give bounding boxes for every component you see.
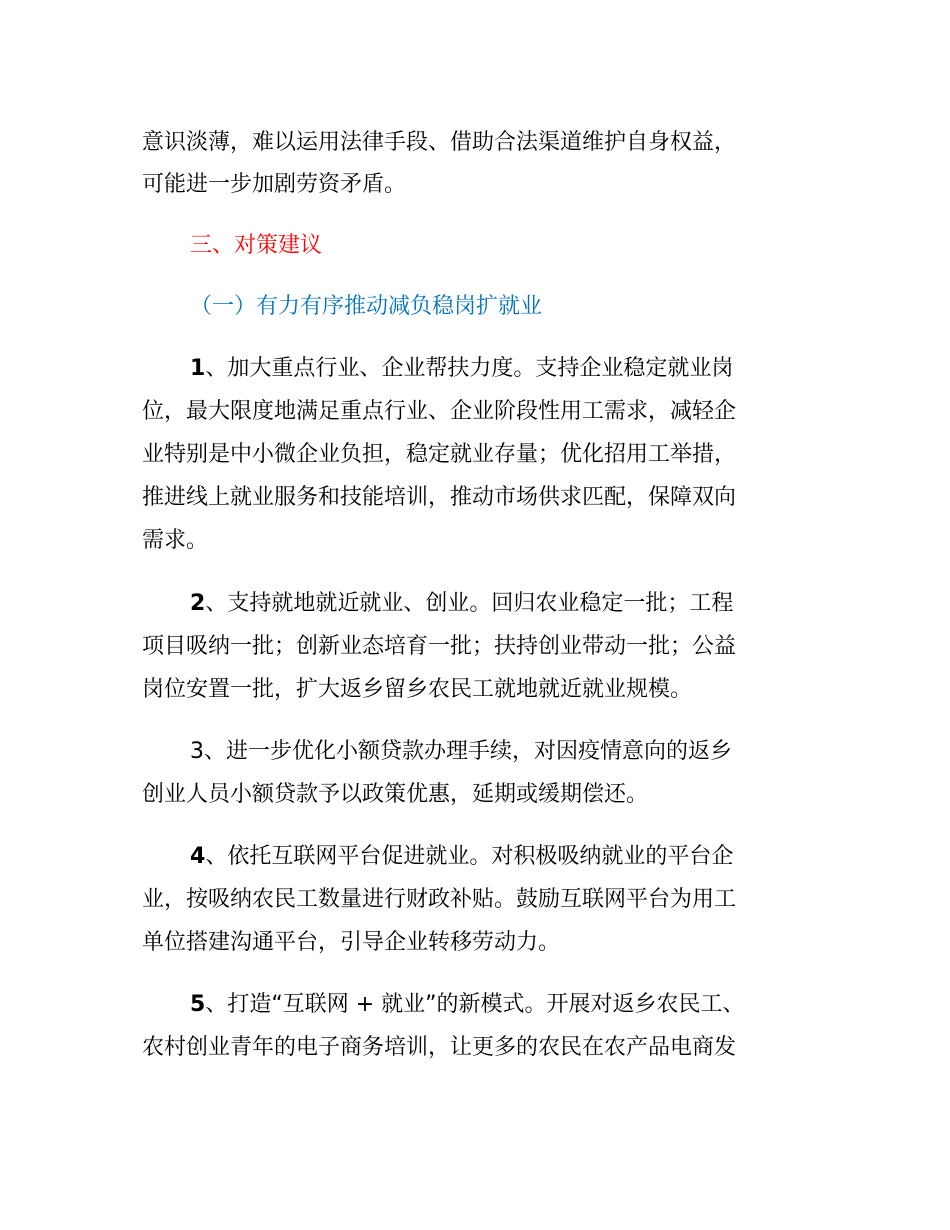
item-3-line-2: 创业人员小额贷款予以政策优惠，延期或缓期偿还。 (142, 782, 649, 807)
intro-line-1: 意识淡薄，难以运用法律手段、借助合法渠道维护自身权益， (142, 130, 737, 155)
item-1-text: 、加大重点行业、企业帮扶力度。支持企业稳定就业岗 (205, 356, 734, 381)
item-4-line-1 (190, 842, 733, 872)
item-2-number: 2 (190, 591, 206, 616)
item-5-line-2: 农村创业青年的电子商务培训，让更多的农民在农产品电商发 (142, 1035, 737, 1060)
item-4-number: 4 (190, 844, 206, 869)
intro-line-2: 可能进一步加剧劳资矛盾。 (142, 172, 407, 197)
item-2-line-1 (190, 589, 733, 619)
item-1-line-3: 业特别是中小微企业负担，稳定就业存量；优化招用工举措， (142, 442, 737, 467)
item-5-line-1 (190, 990, 745, 1020)
item-1-line-1 (190, 354, 733, 384)
item-2-line-3: 岗位安置一批，扩大返乡留乡农民工就地就近就业规模。 (142, 677, 693, 702)
subsection-heading: （一）有力有序推动减负稳岗扩就业 (190, 294, 543, 319)
item-2-text: 、支持就地就近就业、创业。回归农业稳定一批；工程 (205, 591, 734, 616)
item-5-text: 、打造“互联网 + 就业”的新模式。开展对返乡农民工、 (205, 992, 745, 1017)
section-heading: 三、对策建议 (190, 233, 323, 258)
item-4-line-3: 单位搭建沟通平台，引导企业转移劳动力。 (142, 930, 561, 955)
item-1-line-5: 需求。 (142, 528, 209, 553)
item-4-text: 、依托互联网平台促进就业。对积极吸纳就业的平台企 (205, 844, 734, 869)
item-4-line-2: 业，按吸纳农民工数量进行财政补贴。鼓励互联网平台为用工 (142, 887, 737, 912)
item-2-line-2: 项目吸纳一批；创新业态培育一批；扶持创业带动一批；公益 (142, 634, 737, 659)
item-1-line-2: 位，最大限度地满足重点行业、企业阶段性用工需求，减轻企 (142, 399, 737, 424)
item-3-text: 、进一步优化小额贷款办理手续，对因疫情意向的返乡 (204, 739, 733, 764)
item-1-line-4: 推进线上就业服务和技能培训，推动市场供求匹配，保障双向 (142, 485, 737, 510)
item-3-line-1 (190, 737, 732, 767)
item-3-number: 3 (190, 739, 204, 764)
item-5-number: 5 (190, 992, 206, 1017)
item-1-number: 1 (190, 356, 206, 381)
